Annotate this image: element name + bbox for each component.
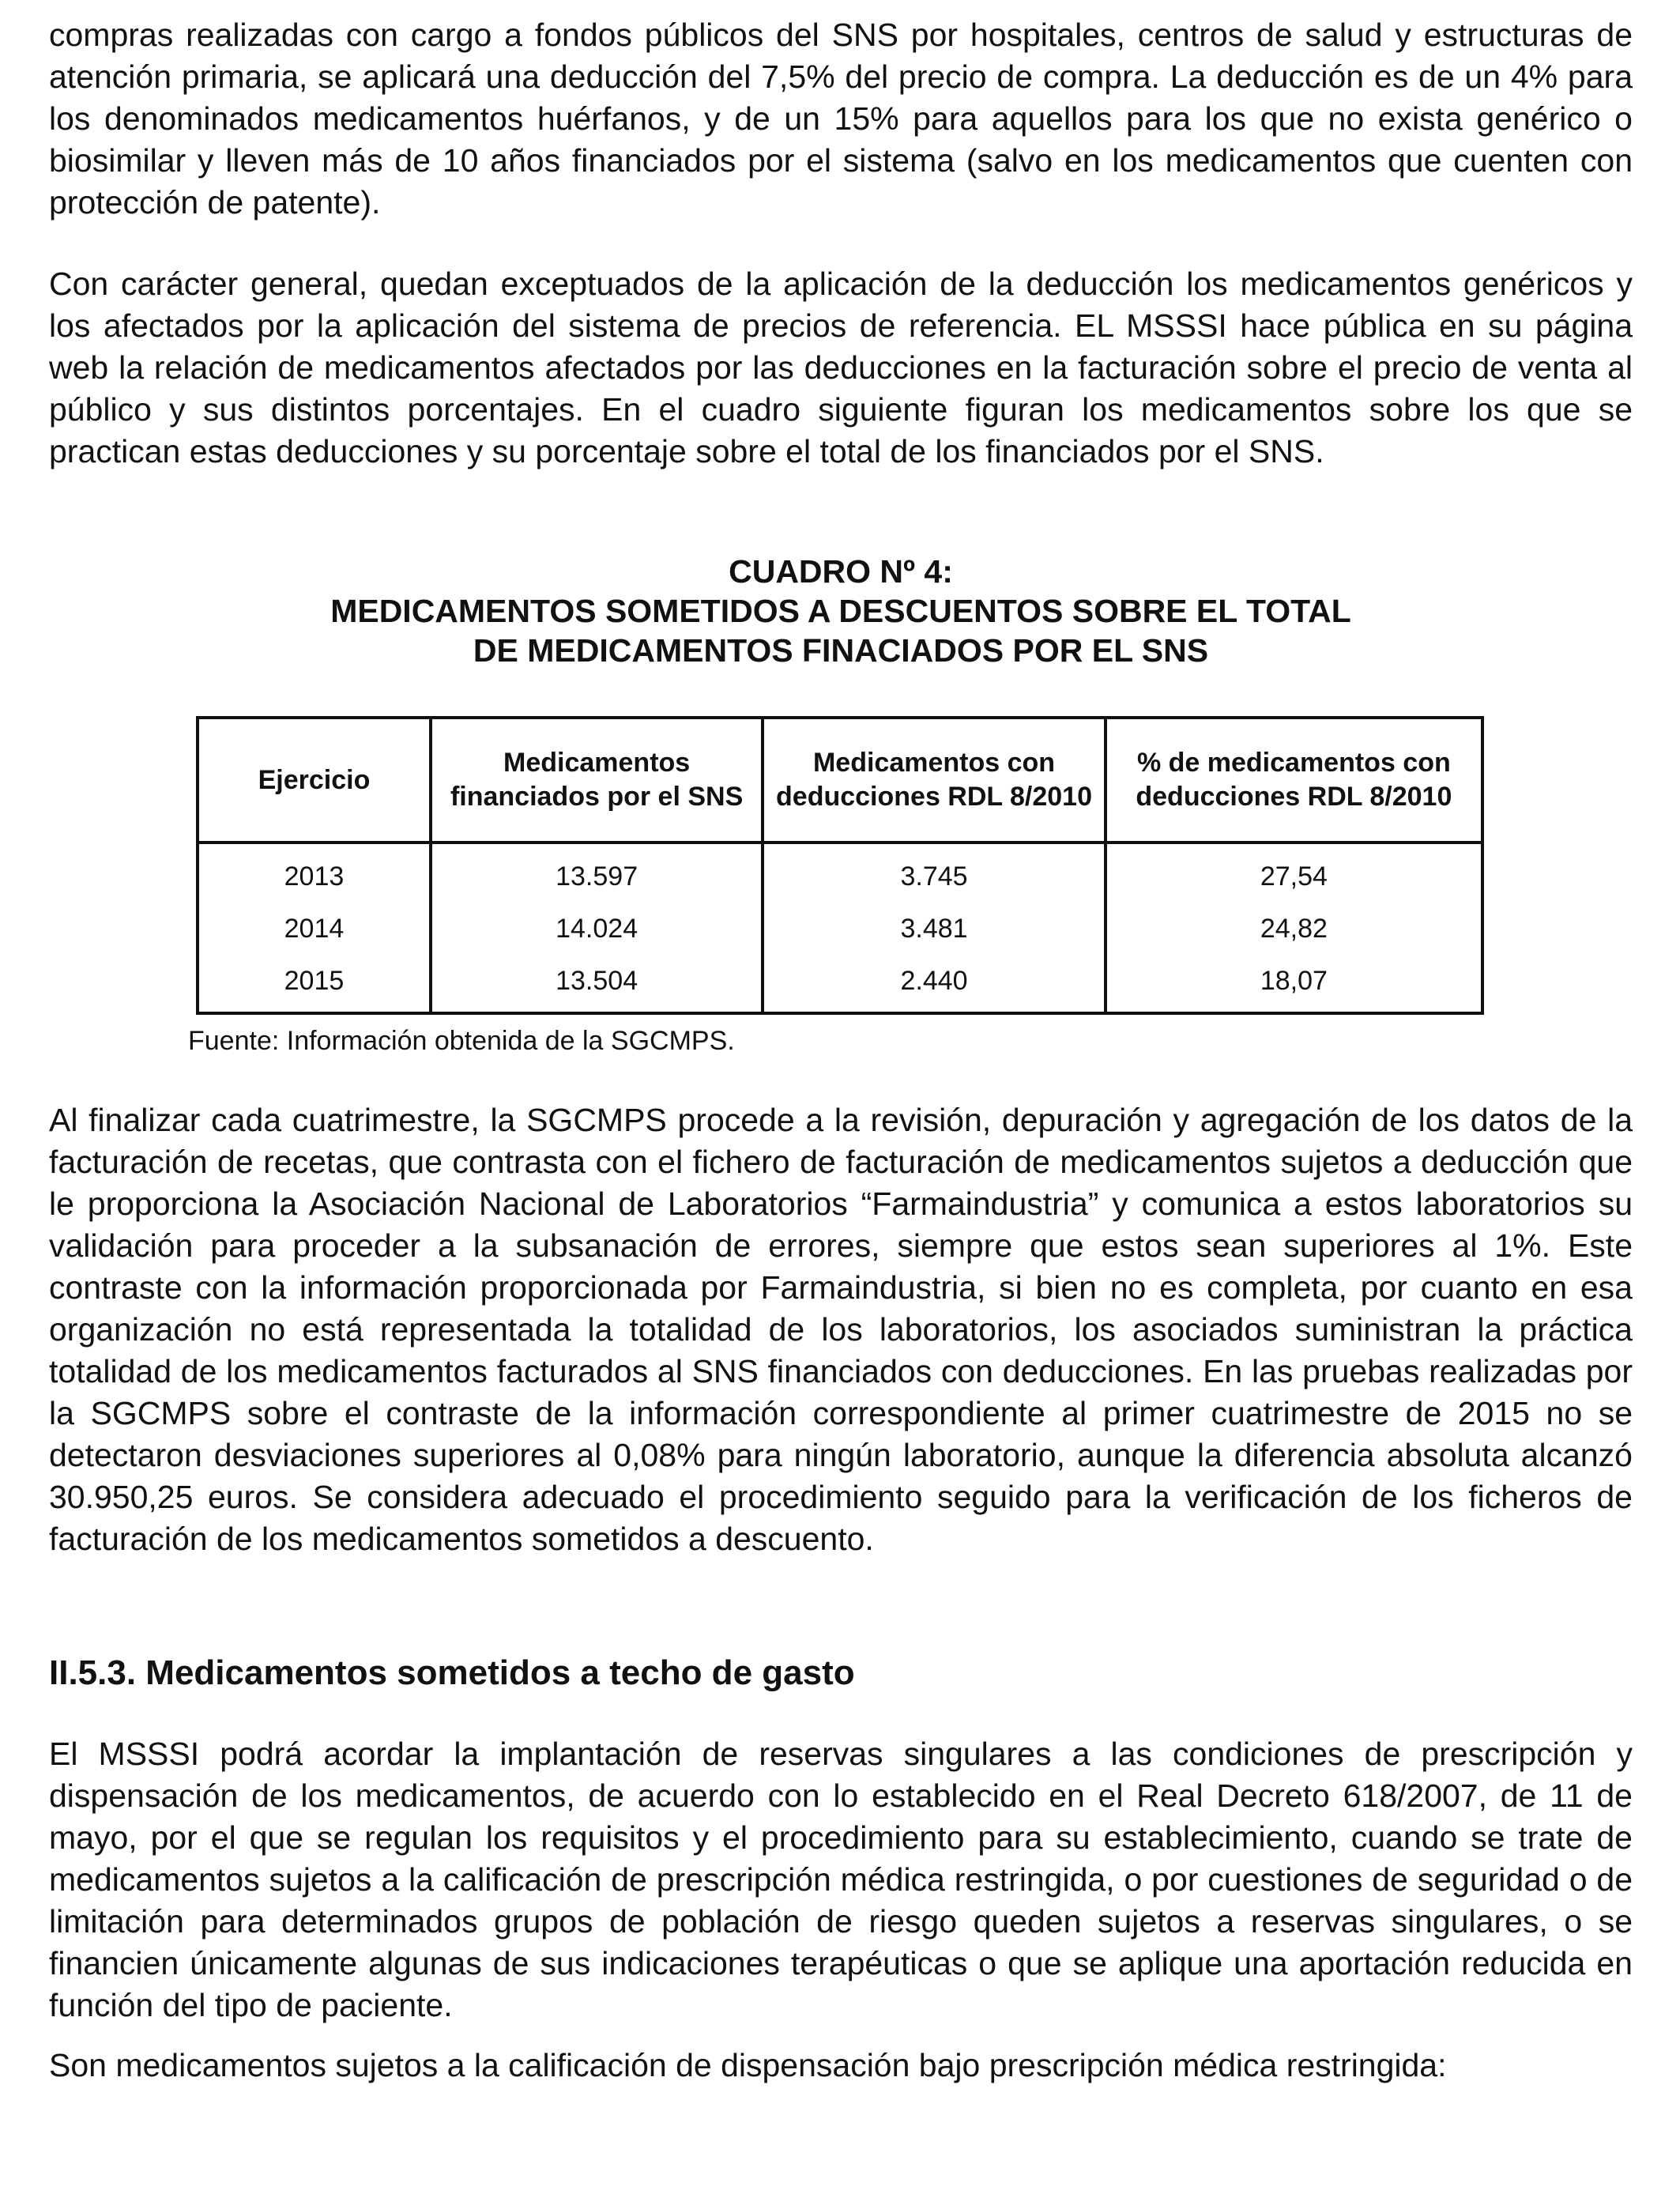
header-con-deducciones: Medicamentos con deducciones RDL 8/2010 <box>763 718 1105 843</box>
table-row <box>198 955 1482 1013</box>
paragraph-restricted-prescription: Son medicamentos sujetos a la calificación de dispensación bajo prescripción médica restringida: <box>49 2047 1447 2083</box>
table-title-line-3: DE MEDICAMENTOS FINACIADOS POR EL SNS <box>473 632 1209 669</box>
table-row <box>198 843 1482 903</box>
cell-porcentaje: 18,07 <box>1106 955 1482 1013</box>
cell-financiados: 13.597 <box>431 843 763 903</box>
header-ejercicio: Ejercicio <box>198 718 431 843</box>
table-header-row <box>198 718 1482 843</box>
table-title-number: CUADRO Nº 4: <box>729 553 953 590</box>
table-source-note: Fuente: Información obtenida de la SGCMPS. <box>188 1026 735 1056</box>
cell-year: 2015 <box>198 955 431 1013</box>
cell-year: 2014 <box>198 903 431 955</box>
paragraph-exceptions: Con carácter general, quedan exceptuados de la aplicación de la deducción los medicamentos genéricos y los afectados por la aplicación del sistema de precios de referencia. EL MSSSI hace pública en su página web la relación de medicamentos afectados por las deducciones en la facturación sobre el precio de venta al público y sus distintos porcentajes. En el cuadro siguiente figuran los medicamentos sobre los que se practican estas deducciones y su porcentaje sobre el total de los financiados por el SNS. <box>49 266 1633 469</box>
discount-medicines-table <box>196 716 1484 1015</box>
paragraph-reservas: El MSSSI podrá acordar la implantación de reservas singulares a las condiciones de prescripción y dispensación de los medicamentos, de acuerdo con lo establecido en el Real Decreto 618/2007, de 11 de mayo, por el que se regulan los requisitos y el procedimiento para su establecimiento, cuando se trate de medicamentos sujetos a la calificación de prescripción médica restringida, o por cuestiones de seguridad o de limitación para determinados grupos de población de riesgo queden sujetos a reservas singulares, o se financien únicamente algunas de sus indicaciones terapéuticas o que se aplique una aportación reducida en función del tipo de paciente. <box>49 1736 1633 2023</box>
header-financiados: Medicamentos financiados por el SNS <box>431 718 763 843</box>
cell-porcentaje: 27,54 <box>1106 843 1482 903</box>
table-title <box>49 552 1633 670</box>
cell-financiados: 14.024 <box>431 903 763 955</box>
table-title-line-2: MEDICAMENTOS SOMETIDOS A DESCUENTOS SOBRE EL TOTAL <box>330 593 1351 629</box>
cell-financiados: 13.504 <box>431 955 763 1013</box>
cell-con-deducciones: 2.440 <box>763 955 1105 1013</box>
cell-porcentaje: 24,82 <box>1106 903 1482 955</box>
paragraph-verification: Al finalizar cada cuatrimestre, la SGCMPS procede a la revisión, depuración y agregación de los datos de la facturación de recetas, que contrasta con el fichero de facturación de medicamentos sujetos a deducción que le proporciona la Asociación Nacional de Laboratorios “Farmaindustria” y comunica a estos laboratorios su validación para proceder a la subsanación de errores, siempre que estos sean superiores al 1%. Este contraste con la información proporcionada por Farmaindustria, si bien no es completa, por cuanto en esa organización no está representada la totalidad de los laboratorios, los asociados suministran la práctica totalidad de los medicamentos facturados al SNS financiados con deducciones. En las pruebas realizadas por la SGCMPS sobre el contraste de la información correspondiente al primer cuatrimestre de 2015 no se detectaron desviaciones superiores al 0,08% para ningún laboratorio, aunque la diferencia absoluta alcanzó 30.950,25 euros. Se considera adecuado el procedimiento seguido para la verificación de los ficheros de facturación de los medicamentos sometidos a descuento. <box>49 1102 1633 1557</box>
cell-con-deducciones: 3.481 <box>763 903 1105 955</box>
table-row <box>198 903 1482 955</box>
header-porcentaje: % de medicamentos con deducciones RDL 8/2010 <box>1106 718 1482 843</box>
cell-con-deducciones: 3.745 <box>763 843 1105 903</box>
cell-year: 2013 <box>198 843 431 903</box>
section-heading: II.5.3. Medicamentos sometidos a techo de gasto <box>49 1653 855 1692</box>
paragraph-deductions-intro: compras realizadas con cargo a fondos públicos del SNS por hospitales, centros de salud y estructuras de atención primaria, se aplicará una deducción del 7,5% del precio de compra. La deducción es de un 4% para los denominados medicamentos huérfanos, y de un 15% para aquellos para los que no exista genérico o biosimilar y lleven más de 10 años financiados por el sistema (salvo en los medicamentos que cuenten con protección de patente). <box>49 17 1633 221</box>
